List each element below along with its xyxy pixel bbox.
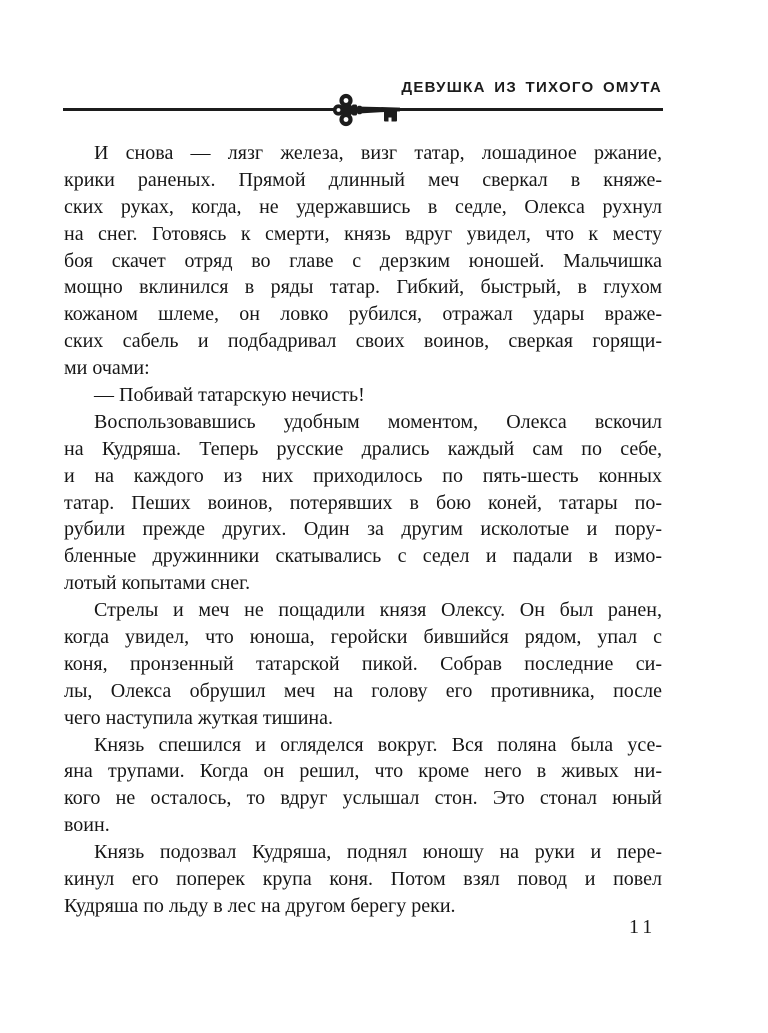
text-line: коня, пронзенный татарской пикой. Собрав последние си- (64, 652, 662, 675)
key-icon (332, 92, 406, 128)
text-line: — Побивай татарскую нечисть! (94, 384, 365, 407)
text-line: боя скачет отряд во главе с дерзким юношей. Мальчишка (64, 249, 662, 272)
text-line: Стрелы и меч не пощадили князя Олексу. Он был ранен, (94, 599, 662, 622)
text-line: кинул его поперек крупа коня. Потом взял повод и повел (64, 868, 662, 891)
text-line: ских руках, когда, не удержавшись в седле, Олекса рухнул (64, 195, 662, 218)
text-line: и на каждого из них приходилось по пять-шесть конных (64, 464, 662, 487)
text-line: мощно вклинился в ряды татар. Гибкий, быстрый, в глухом (64, 276, 662, 299)
text-line: крики раненых. Прямой длинный меч сверкал в княже- (64, 168, 662, 191)
text-line: ских сабель и подбадривал своих воинов, сверкая горящи- (64, 330, 662, 353)
text-line: Князь спешился и огляделся вокруг. Вся поляна была усе- (94, 733, 662, 756)
text-line: когда увидел, что юноша, геройски бившийся рядом, упал с (64, 626, 662, 649)
text-line: лотый копытами снег. (64, 572, 251, 595)
text-line: Князь подозвал Кудряша, поднял юношу на руки и пере- (94, 841, 662, 864)
text-line: ми очами: (64, 357, 150, 380)
text-line: на Кудряша. Теперь русские дрались каждый сам по себе, (64, 437, 662, 460)
text-line: яна трупами. Когда он решил, что кроме него в живых ни- (64, 760, 662, 783)
text-line: рубили прежде других. Один за другим исколотые и пору- (64, 518, 662, 541)
text-line: Кудряша по льду в лес на другом берегу реки. (64, 894, 456, 917)
text-line: воин. (64, 814, 110, 837)
text-line: кожаном шлеме, он ловко рубился, отражал удары враже- (64, 303, 662, 326)
text-line: И снова — лязг железа, визг татар, лошадиное ржание, (94, 142, 662, 164)
page-number: 11 (629, 916, 657, 938)
text-line: кого не осталось, то вдруг услышал стон. Это стонал юный (64, 787, 662, 810)
text-line: бленные дружинники скатывались с седел и падали в измо- (64, 545, 662, 568)
text-line: на снег. Готовясь к смерти, князь вдруг увидел, что к месту (64, 222, 662, 245)
paragraph (64, 597, 662, 731)
paragraph (64, 732, 662, 840)
paragraph (64, 140, 662, 382)
text-line: татар. Пеших воинов, потерявших в бою коней, татары по- (64, 491, 662, 514)
running-title: ДЕВУШКА ИЗ ТИХОГО ОМУТА (401, 79, 662, 96)
text-line: лы, Олекса обрушил меч на голову его противника, после (64, 679, 662, 702)
text-block (64, 140, 662, 920)
paragraph (64, 839, 662, 920)
text-line: Воспользовавшись удобным моментом, Олекса вскочил (94, 410, 662, 433)
text-line: чего наступила жуткая тишина. (64, 706, 334, 729)
paragraph-dialogue (64, 382, 662, 409)
paragraph (64, 409, 662, 597)
